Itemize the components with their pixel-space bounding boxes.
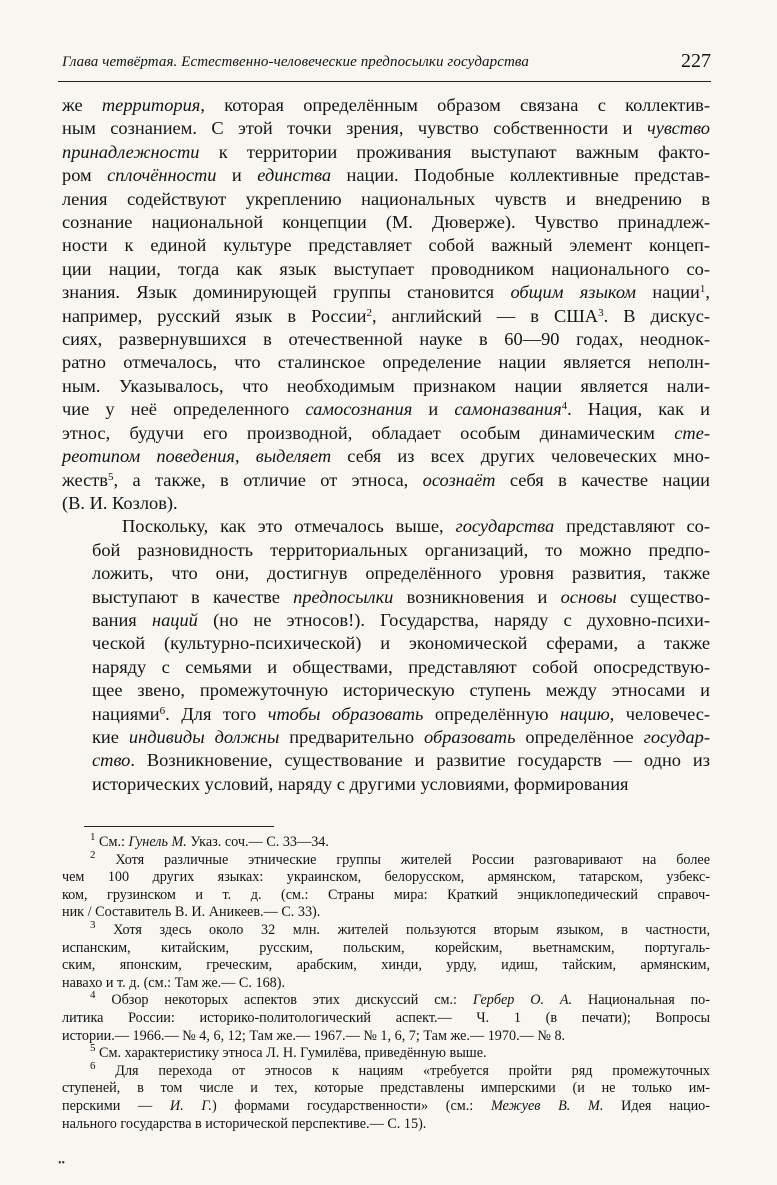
paragraph-1-line: (В. И. Козлов). <box>62 492 178 513</box>
paragraph-2 <box>62 515 710 796</box>
footnote-line: ком, грузинском и т. д. (см.: Страны мира: Краткий энциклопедический справоч- <box>62 886 710 903</box>
footnote-line: ступеней, в том числе и тех, которые представлены имперскими (и не только им- <box>62 1080 710 1097</box>
paragraph-1-line: ции нации, тогда как язык выступает проводником национального со- <box>62 258 710 279</box>
paragraph-1-line: ности к единой культуре представляет собой важный элемент концеп- <box>62 235 710 256</box>
paragraph-2-line: наряду с семьями и обществами, представляют собой опосредствую- <box>92 656 710 677</box>
paragraph-2-line: исторических условий, наряду с другими условиями, формирования <box>92 773 629 794</box>
footnote-2 <box>62 848 710 922</box>
footnote-line: перскими — И. Г.) формами государственности» (см.: Межуев В. М. Идея нацио- <box>62 1097 710 1114</box>
footnote-5 <box>62 1042 710 1063</box>
footnote-line: навахо и т. д. (см.: Там же.— С. 168). <box>62 974 286 991</box>
paragraph-2-line: ство. Возникновение, существование и развитие государств — одно из <box>92 750 710 771</box>
footnote-line: литика России: историко-политологический аспект.— Ч. 1 (в печати); Вопросы <box>62 1009 710 1026</box>
footnote-line: $^4$ Обзор некоторых аспектов этих дискуссий см.: Гербер О. А. Национальная по- <box>90 989 711 1009</box>
footnote-line: нального государства в исторической перспективе.— С. 15). <box>62 1115 427 1132</box>
paragraph-2-line: вания наций (но не этносов!). Государства, наряду с духовно-психи- <box>92 609 710 630</box>
footnote-6 <box>62 1059 710 1133</box>
paragraph-2-line: ложить, что они, достигнув определённого уровня развития, также <box>92 563 710 584</box>
footnote-line: $^1$ См.: Гунель М. Указ. соч.— С. 33—34. <box>90 830 329 850</box>
paragraph-2-line: щее звено, промежуточную историческую ступень между этносами и <box>92 680 710 701</box>
footnote-4 <box>62 989 711 1045</box>
page-number: 227 <box>681 50 711 72</box>
paragraph-1-line: например, русский язык в России$^2$, английский — в США$^3$. В дискус- <box>62 305 710 326</box>
footnote-line: $^5$ См. характеристику этноса Л. Н. Гумилёва, приведённую выше. <box>90 1042 487 1062</box>
paragraph-1-line: ления содействуют укреплению национальных чувств и внедрению в <box>62 188 710 209</box>
paragraph-1-line: же территория, которая определённым образом связана с коллектив- <box>62 95 710 115</box>
bottom-mark: •• <box>58 1158 66 1169</box>
footnote-line: ник / Составитель В. И. Аникеев.— С. 33). <box>62 904 321 921</box>
paragraph-1-line: сиях, развернувшихся в отечественной науке в 60—90 годах, неоднок- <box>62 329 710 350</box>
footnote-3 <box>62 918 710 992</box>
paragraph-1-line: ром сплочённости и единства нации. Подобные коллективные представ- <box>62 165 711 186</box>
footnote-separator <box>84 826 274 827</box>
paragraph-1-line: ратно отмечалось, что сталинское определение нации является неполн- <box>62 352 710 373</box>
paragraph-1 <box>62 94 710 515</box>
paragraph-2-line: Поскольку, как это отмечалось выше, государства представляют со- <box>122 516 710 537</box>
main-text <box>62 94 710 796</box>
paragraph-1-line: реотипом поведения, выделяет себя из всех других человеческих мно- <box>62 446 710 467</box>
paragraph-2-line: кие индивиды должны предварительно образовать определённое государ- <box>92 726 710 747</box>
running-title: Глава четвёртая. Естественно-человеческие предпосылки государства <box>62 54 530 70</box>
paragraph-1-line: ным сознанием. С этой точки зрения, чувство собственности и чувство <box>62 118 710 139</box>
paragraph-1-line: жеств$^5$, а также, в отличие от этноса, осознаёт себя в качестве нации <box>62 469 711 490</box>
footnote-line: $^2$ Хотя различные этнические группы жителей России разговаривают на более <box>90 848 710 868</box>
footnote-line: истории.— 1966.— № 4, 6, 12; Там же.— 1967.— № 1, 6, 7; Там же.— 1970.— № 8. <box>62 1027 566 1044</box>
paragraph-1-line: ным. Указывалось, что необходимым признаком нации является нали- <box>62 375 710 396</box>
paragraph-1-line: сознание национальной концепции (М. Дюверже). Чувство принадлеж- <box>62 212 710 233</box>
footnote-line: чем 100 других языках: украинском, белорусском, армянском, татарском, узбекс- <box>62 869 710 886</box>
footnote-line: $^3$ Хотя здесь около 32 млн. жителей пользуются вторым языком, в частности, <box>90 918 710 938</box>
footnotes <box>62 830 711 1133</box>
page-header <box>58 48 711 84</box>
paragraph-2-line: нациями$^6$. Для того чтобы образовать определённую нацию, человечес- <box>92 703 710 724</box>
paragraph-1-line: знания. Язык доминирующей группы становится общим языком нации$^1$, <box>62 282 710 303</box>
footnote-line: испанским, китайским, русским, польским, корейским, вьетнамским, португаль- <box>62 939 710 956</box>
paragraph-1-line: чие у неё определенного самосознания и самоназвания$^4$. Нация, как и <box>62 399 710 420</box>
paragraph-1-line: принадлежности к территории проживания выступают важным факто- <box>62 141 710 162</box>
paragraph-2-line: выступают в качестве предпосылки возникновения и основы существо- <box>92 586 710 607</box>
paragraph-2-line: ческой (культурно-психической) и экономической сферами, а также <box>92 633 710 654</box>
paragraph-1-line: этнос, будучи его производной, обладает особым динамическим сте- <box>62 422 710 443</box>
footnote-line: ским, японским, греческим, арабским, хинди, урду, идиш, тайским, армянским, <box>62 957 710 974</box>
header-rule <box>58 81 711 82</box>
paragraph-2-line: бой разновидность территориальных организаций, то можно предпо- <box>92 539 710 560</box>
footnote-line: $^6$ Для перехода от этносов к нациям «требуется пройти ряд промежуточных <box>90 1059 710 1079</box>
footnote-1 <box>62 830 710 852</box>
